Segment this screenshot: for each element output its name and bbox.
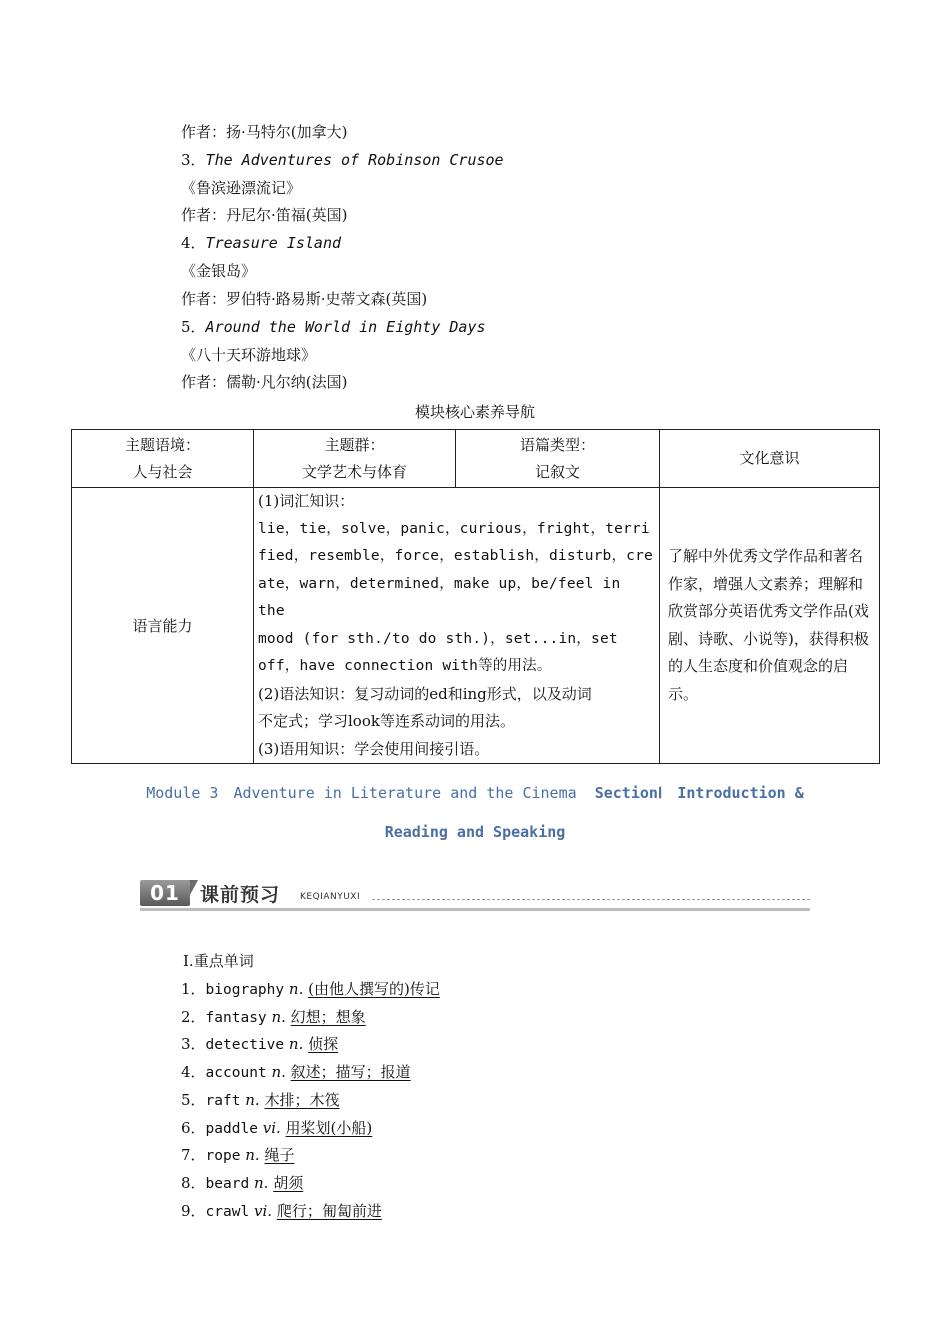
banner-base-rule [140,908,810,911]
list-item: 3．detective n. 侦探 [181,1035,339,1053]
book-cn-title: 《八十天环游地球》 [181,346,317,364]
row-label-language-ability: 语言能力 [72,488,254,764]
list-item: 5．raft n. 木排；木筏 [181,1091,340,1109]
section-number-badge: 01 [140,880,190,906]
table-title: 模块核心素养导航 [414,403,535,421]
module-title: Module 3 Adventure in Literature and the Cinema [146,784,577,802]
book-cn-title: 《鲁滨逊漂流记》 [181,179,302,197]
lang-line: lie，tie，solve，panic，curious，fright，terri [258,520,650,537]
book-author: 作者：罗伯特·路易斯·史蒂文森(英国) [181,290,428,308]
table-body-row [72,488,880,764]
lang-line: ate，warn，determined，make up，be/feel in the [258,575,621,619]
section-title: SectionⅠ Introduction & [594,784,804,802]
list-item: 6．paddle vi. 用桨划(小船) [181,1119,373,1137]
list-item: 2．fantasy n. 幻想；想象 [181,1008,366,1026]
book-title: 5．Around the World in Eighty Days [181,318,486,336]
list-item: 7．rope n. 绳子 [181,1146,295,1164]
lang-line: 不定式；学习look等连系动词的用法。 [258,712,515,730]
header-text-type: 语篇类型： 记叙文 [456,430,660,488]
list-item: 4．account n. 叙述；描写；报道 [181,1063,411,1081]
section-heading [0,782,950,803]
lang-line: fied，resemble，force，establish，disturb，cre [258,548,653,564]
culture-content: 了解中外优秀文学作品和著名作家，增强人文素养；理解和欣赏部分英语优秀文学作品(戏剧、诗歌、小说等)，获得积极的人生态度和价值观念的启示。 [660,488,880,764]
book-author: 作者：扬·马特尔(加拿大) [181,123,348,141]
lang-line: mood (for sth./to do sth.)，set...in，set [258,630,618,647]
vocab-heading: Ⅰ.重点单词 [183,952,254,970]
section-heading-line2: Reading and Speaking [384,823,566,841]
preview-banner [140,878,810,910]
banner-dashed-rule [372,899,810,900]
core-literacy-table [71,429,880,764]
list-item: 8．beard n. 胡须 [181,1174,304,1192]
language-ability-content [254,488,660,764]
banner-title: 课前预习 [200,884,281,906]
list-item: 1．biography n. (由他人撰写的)传记 [181,980,440,998]
lang-line: (2)语法知识：复习动词的ed和ing形式，以及动词 [258,684,592,703]
header-culture: 文化意识 [660,430,880,488]
book-author: 作者：儒勒·凡尔纳(法国) [181,373,348,391]
list-item: 9．crawl vi. 爬行；匍匐前进 [181,1202,382,1220]
table-header-row [72,430,880,488]
lang-line: (3)语用知识：学会使用间接引语。 [258,739,490,758]
book-title: 3．The Adventures of Robinson Crusoe [181,151,504,169]
lang-line: (1)词汇知识： [258,492,355,510]
header-theme-group: 主题群： 文学艺术与体育 [254,430,456,488]
banner-subtitle: KEQIANYUXI [300,892,361,902]
book-author: 作者：丹尼尔·笛福(英国) [181,206,348,224]
lang-line: off，have connection with等的用法。 [258,658,552,674]
header-theme-context: 主题语境： 人与社会 [72,430,254,488]
book-cn-title: 《金银岛》 [181,262,257,280]
book-title: 4．Treasure Island [181,234,342,252]
